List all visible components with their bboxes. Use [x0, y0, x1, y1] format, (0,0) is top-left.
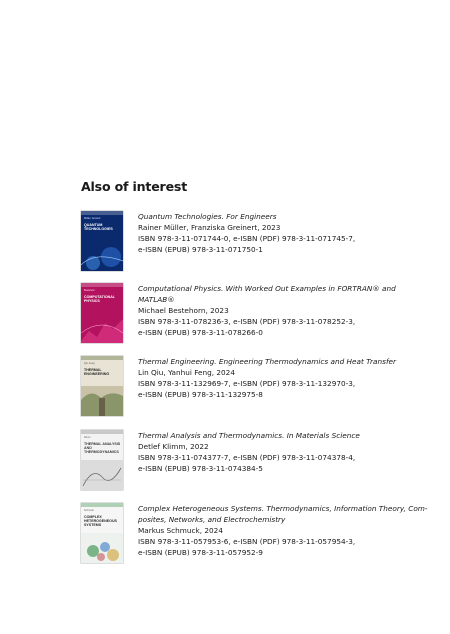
book-cover [81, 356, 123, 416]
book-info [138, 503, 428, 558]
book-authors: Michael Bestehorn, 2023 [138, 306, 229, 315]
book-cover [81, 211, 123, 271]
cover-title: COMPUTATIONAL PHYSICS [84, 295, 115, 303]
book-isbn: ISBN 978-3-11-074377-7, e-ISBN (PDF) 978-3-11-074378-4, [138, 453, 356, 462]
book-isbn: e-ISBN (EPUB) 978-3-11-074384-5 [138, 464, 263, 473]
book-isbn: e-ISBN (EPUB) 978-3-11-071750-1 [138, 245, 263, 254]
book-cover [81, 503, 123, 563]
book-entry [81, 503, 428, 567]
book-isbn: ISBN 978-3-11-057953-6, e-ISBN (PDF) 978-3-11-057954-3, [138, 537, 356, 546]
book-authors: Rainer Müller, Franziska Greinert, 2023 [138, 223, 281, 232]
book-authors: Detlef Klimm, 2022 [138, 442, 209, 451]
book-entry [81, 430, 421, 494]
book-entry [81, 283, 421, 347]
book-entry [81, 211, 421, 275]
cover-author: Qiu, Feng [84, 362, 95, 365]
book-isbn: e-ISBN (EPUB) 978-3-11-132975-8 [138, 390, 263, 399]
book-title-cont: MATLAB® [138, 295, 175, 304]
book-isbn: ISBN 978-3-11-071744-0, e-ISBN (PDF) 978-3-11-071745-7, [138, 234, 356, 243]
cover-author: Bestehorn [84, 289, 95, 292]
cover-art [81, 241, 123, 271]
book-isbn: e-ISBN (EPUB) 978-3-11-057952-9 [138, 548, 263, 557]
book-cover [81, 430, 123, 490]
cover-author: Klimm [84, 436, 91, 439]
book-isbn: ISBN 978-3-11-132969-7, e-ISBN (PDF) 978-3-11-132970-3, [138, 379, 356, 388]
cover-art [81, 386, 123, 416]
cover-art [81, 533, 123, 563]
cover-art [81, 313, 123, 343]
book-info [138, 283, 428, 338]
book-entry [81, 356, 421, 420]
book-info [138, 211, 428, 255]
book-title: Thermal Engineering. Engineering Thermodynamics and Heat Transfer [138, 357, 396, 366]
cover-author: Müller, Greinert [84, 217, 101, 220]
book-title: Quantum Technologies. For Engineers [138, 212, 277, 221]
book-info [138, 356, 428, 400]
cover-title: COMPLEX HETEROGENEOUS SYSTEMS [84, 515, 117, 527]
cover-title: THERMAL ENGINEERING [84, 368, 110, 376]
book-cover [81, 283, 123, 343]
cover-author: Schmuck [84, 509, 94, 512]
book-authors: Lin Qiu, Yanhui Feng, 2024 [138, 368, 235, 377]
book-info [138, 430, 428, 474]
book-authors: Markus Schmuck, 2024 [138, 526, 223, 535]
cover-title: QUANTUM TECHNOLOGIES [84, 223, 113, 231]
book-isbn: ISBN 978-3-11-078236-3, e-ISBN (PDF) 978-3-11-078252-3, [138, 317, 356, 326]
book-isbn: e-ISBN (EPUB) 978-3-11-078266-0 [138, 328, 263, 337]
section-heading: Also of interest [81, 179, 188, 194]
book-title: Thermal Analysis and Thermodynamics. In Materials Science [138, 431, 360, 440]
book-title-cont: posites, Networks, and Electrochemistry [138, 515, 286, 524]
cover-art [81, 460, 123, 490]
book-title: Complex Heterogeneous Systems. Thermodynamics, Information Theory, Com- [138, 504, 428, 513]
cover-title: THERMAL ANALYSIS AND THERMODYNAMICS [84, 442, 121, 454]
book-title: Computational Physics. With Worked Out Examples in FORTRAN® and [138, 284, 396, 293]
